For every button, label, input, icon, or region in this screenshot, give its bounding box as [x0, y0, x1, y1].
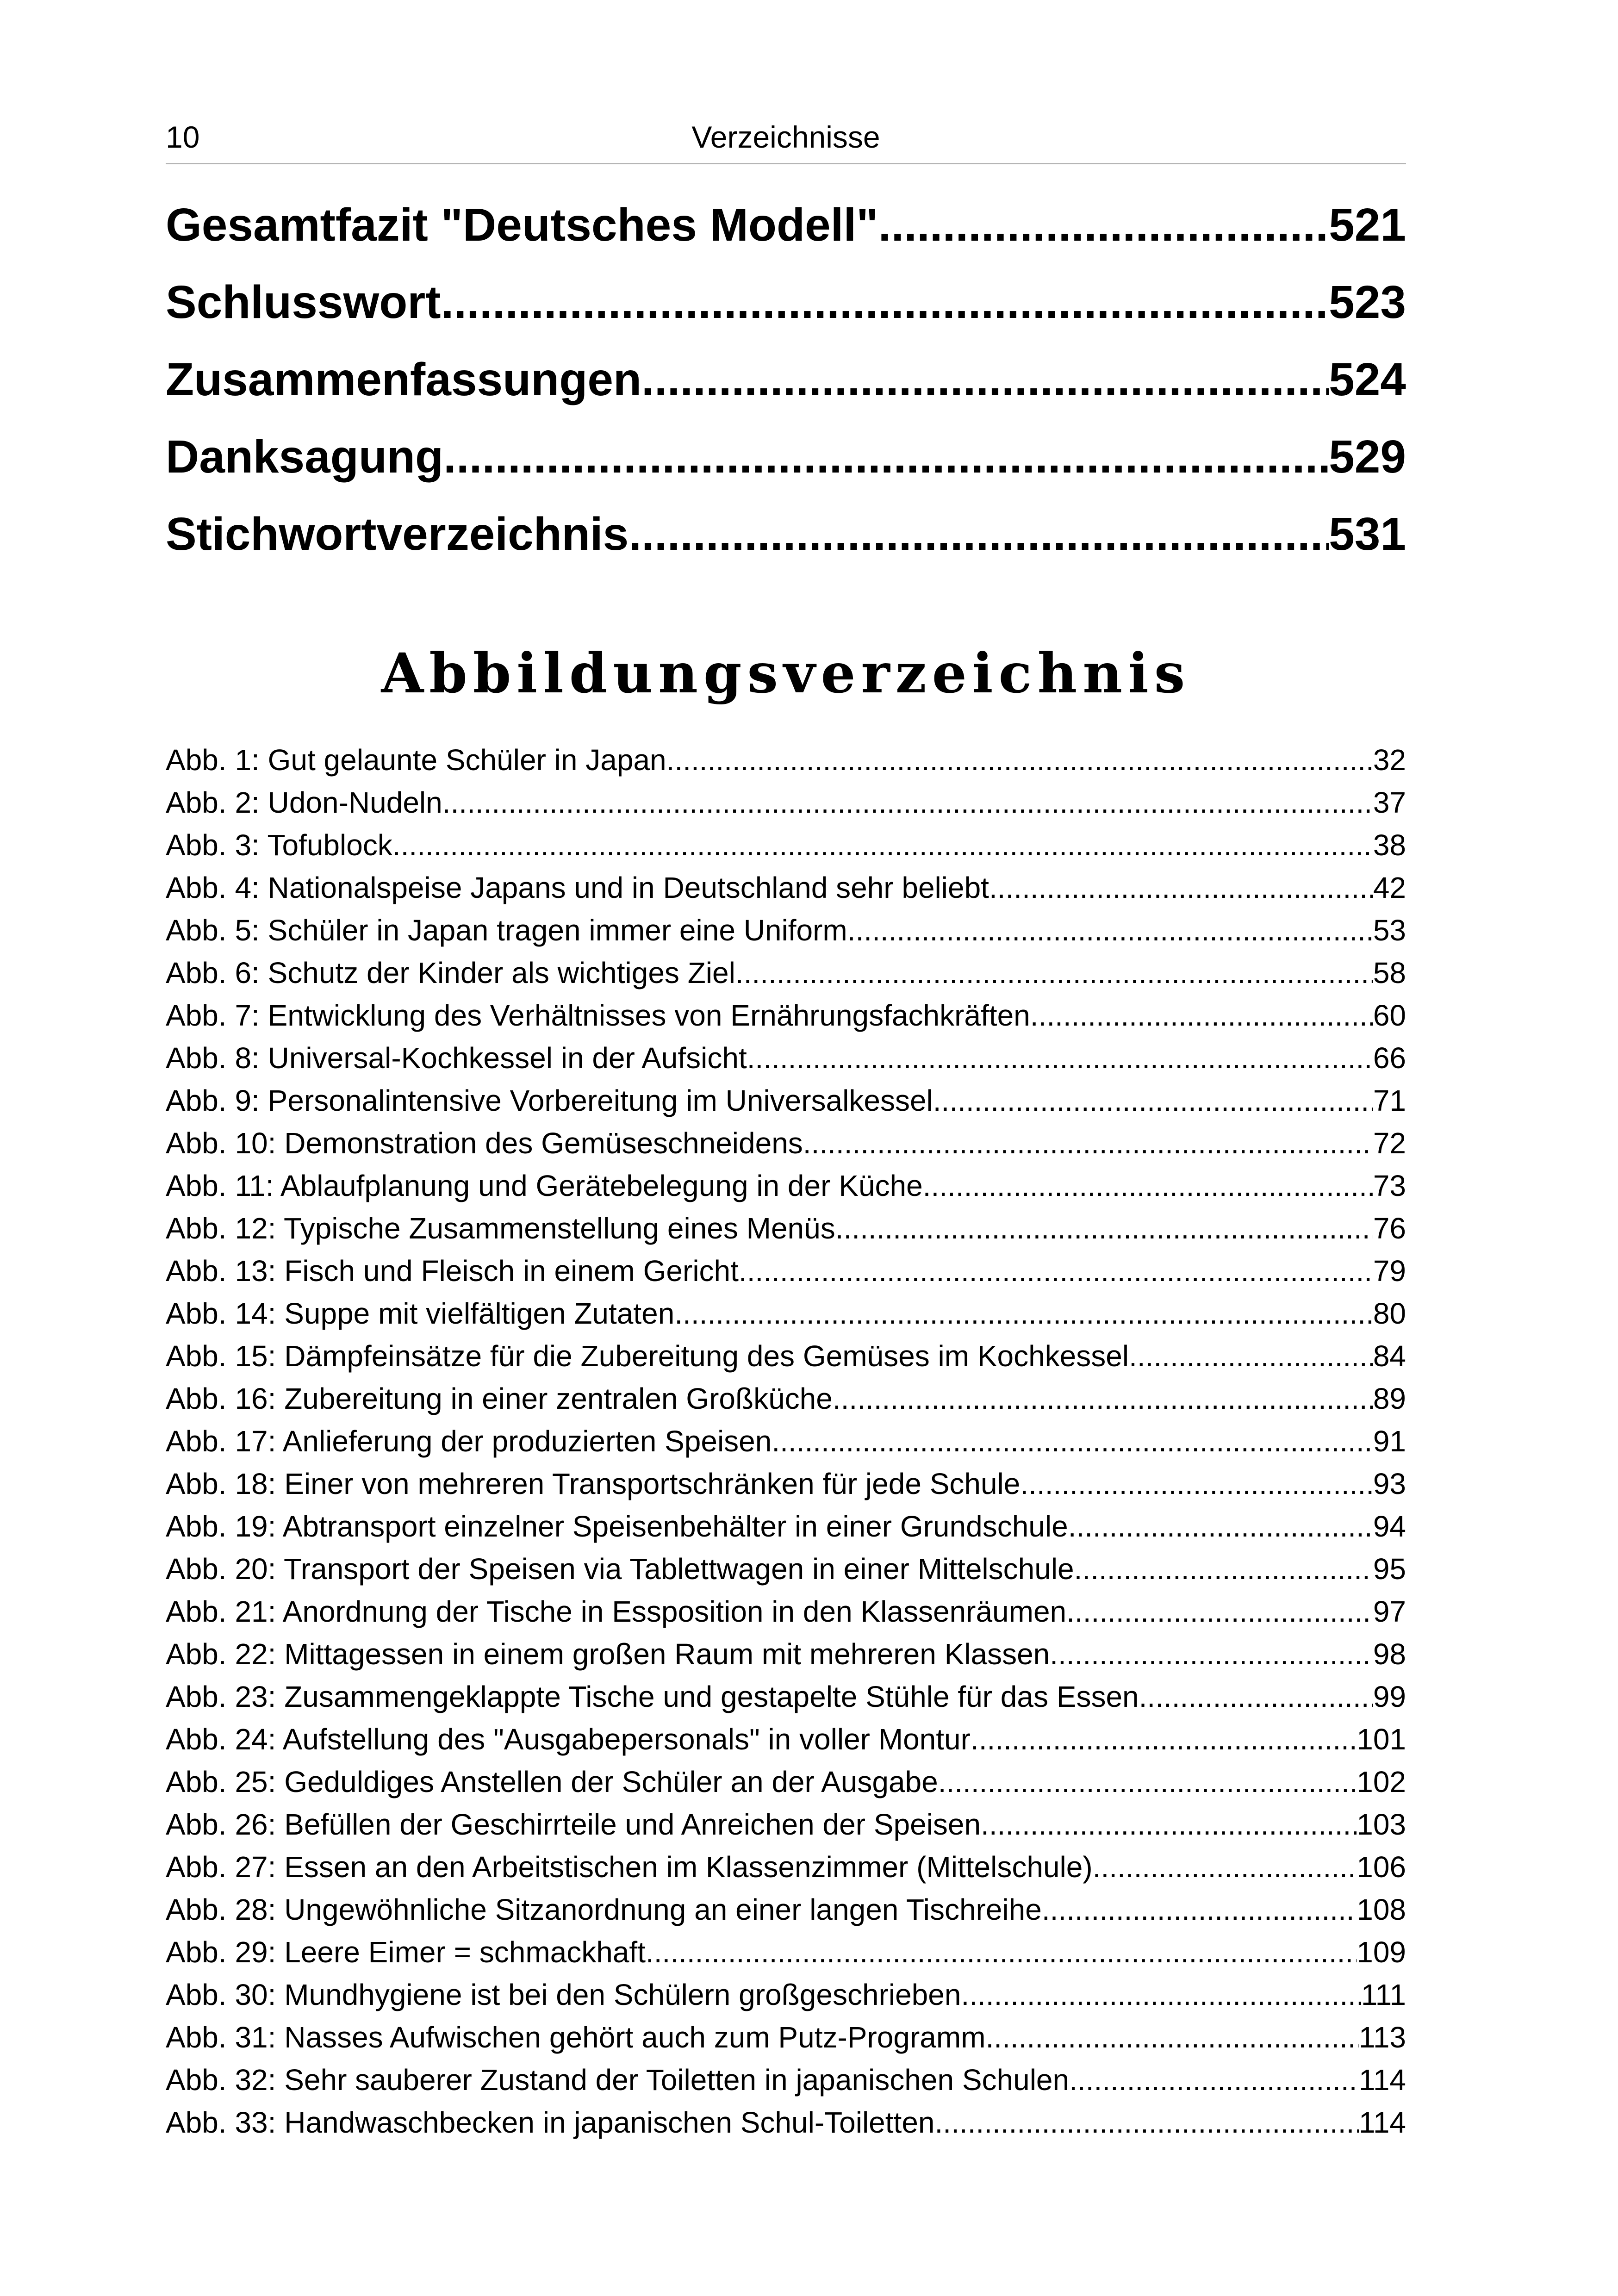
dot-leader	[1069, 2059, 1359, 2101]
dot-leader	[1093, 1846, 1357, 1888]
document-page	[166, 111, 1406, 2144]
major-entry	[166, 496, 1406, 573]
figure-entry-page: 99	[1373, 1680, 1406, 1713]
dot-leader	[1129, 1335, 1373, 1377]
figure-entry	[166, 781, 1406, 824]
figure-entry-title: Abb. 21: Anordnung der Tische in Essposition in den Klassenräumen	[166, 1595, 1067, 1628]
figure-entry-title: Abb. 27: Essen an den Arbeitstischen im Klassenzimmer (Mittelschule)	[166, 1850, 1093, 1884]
figure-entry	[166, 1164, 1406, 1207]
dot-leader	[961, 1973, 1361, 2016]
figure-entry-page: 72	[1373, 1126, 1406, 1160]
figure-entry	[166, 1761, 1406, 1803]
major-entry	[166, 418, 1406, 496]
figure-entry-title: Abb. 7: Entwicklung des Verhältnisses von Ernährungsfachkräften	[166, 999, 1030, 1032]
dot-leader	[739, 1250, 1373, 1292]
figure-entry-title: Abb. 31: Nasses Aufwischen gehört auch zum Putz-Programm	[166, 2021, 986, 2054]
major-entry-title: Gesamtfazit "Deutsches Modell"	[166, 199, 878, 251]
major-entry-page: 523	[1329, 276, 1406, 328]
major-entry-page: 531	[1329, 508, 1406, 560]
figure-entry-title: Abb. 28: Ungewöhnliche Sitzanordnung an einer langen Tischreihe	[166, 1893, 1042, 1926]
figure-entry-title: Abb. 18: Einer von mehreren Transportschränken für jede Schule	[166, 1467, 1021, 1500]
figure-entry	[166, 2059, 1406, 2101]
figure-entry	[166, 1633, 1406, 1675]
figure-list	[166, 739, 1406, 2144]
figure-entry-title: Abb. 8: Universal-Kochkessel in der Aufsicht	[166, 1041, 747, 1075]
figure-entry	[166, 1803, 1406, 1846]
figure-entry	[166, 1973, 1406, 2016]
figure-entry-title: Abb. 30: Mundhygiene ist bei den Schülern großgeschrieben	[166, 1978, 961, 2011]
major-entry-title: Danksagung	[166, 431, 444, 483]
figure-entry-title: Abb. 26: Befüllen der Geschirrteile und Anreichen der Speisen	[166, 1808, 981, 1841]
figure-entry-page: 76	[1373, 1212, 1406, 1245]
dot-leader	[392, 824, 1373, 866]
figure-entry-title: Abb. 20: Transport der Speisen via Tablettwagen in einer Mittelschule	[166, 1552, 1074, 1586]
figure-entry-page: 93	[1373, 1467, 1406, 1500]
major-entry-title: Schlusswort	[166, 276, 441, 328]
figure-entry-title: Abb. 3: Tofublock	[166, 828, 392, 862]
figure-entry-title: Abb. 16: Zubereitung in einer zentralen Großküche	[166, 1382, 833, 1415]
major-entry-page: 524	[1329, 354, 1406, 405]
figure-entry-title: Abb. 12: Typische Zusammenstellung eines Menüs	[166, 1212, 835, 1245]
figure-entry-page: 94	[1373, 1510, 1406, 1543]
dot-leader	[923, 1164, 1373, 1207]
figure-entry-page: 89	[1373, 1382, 1406, 1415]
dot-leader	[971, 1718, 1357, 1761]
figure-entry-page: 106	[1357, 1850, 1406, 1884]
figure-entry	[166, 1931, 1406, 1973]
dot-leader	[1066, 1590, 1373, 1633]
figure-entry	[166, 1420, 1406, 1462]
dot-leader	[878, 187, 1329, 264]
figure-entry	[166, 1505, 1406, 1548]
figure-entry-page: 42	[1373, 871, 1406, 904]
dot-leader	[629, 496, 1329, 573]
figure-entry-page: 32	[1373, 743, 1406, 777]
figure-entry-title: Abb. 24: Aufstellung des "Ausgabepersonals" in voller Montur	[166, 1723, 971, 1756]
figure-entry	[166, 1888, 1406, 1931]
figure-entry-title: Abb. 19: Abtransport einzelner Speisenbehälter in einer Grundschule	[166, 1510, 1068, 1543]
figure-entry	[166, 1292, 1406, 1335]
dot-leader	[935, 2101, 1359, 2144]
figure-entry-page: 108	[1357, 1893, 1406, 1926]
figure-entry	[166, 1462, 1406, 1505]
figure-entry	[166, 2101, 1406, 2144]
figure-entry-title: Abb. 9: Personalintensive Vorbereitung im Universalkessel	[166, 1084, 933, 1117]
figure-entry-page: 98	[1373, 1637, 1406, 1671]
figure-entry-title: Abb. 29: Leere Eimer = schmackhaft	[166, 1935, 646, 1969]
figure-entry	[166, 1548, 1406, 1590]
major-entry	[166, 264, 1406, 341]
figure-entry	[166, 1122, 1406, 1164]
figure-entry-page: 37	[1373, 786, 1406, 819]
figure-entry	[166, 739, 1406, 781]
major-entry-title: Zusammenfassungen	[166, 354, 642, 405]
figure-entry-page: 38	[1373, 828, 1406, 862]
figure-entry-page: 79	[1373, 1254, 1406, 1288]
figure-entry-page: 95	[1373, 1552, 1406, 1586]
figure-entry-page: 114	[1358, 2106, 1406, 2139]
figure-entry-page: 113	[1358, 2021, 1406, 2054]
figure-entry	[166, 1079, 1406, 1122]
dot-leader	[646, 1931, 1357, 1973]
figure-entry-title: Abb. 22: Mittagessen in einem großen Raum mit mehreren Klassen	[166, 1637, 1050, 1671]
dot-leader	[1068, 1505, 1373, 1548]
dot-leader	[442, 781, 1373, 824]
figure-entry	[166, 866, 1406, 909]
dot-leader	[1042, 1888, 1357, 1931]
figure-entry	[166, 824, 1406, 866]
dot-leader	[989, 866, 1373, 909]
dot-leader	[833, 1377, 1373, 1420]
figure-entry-title: Abb. 23: Zusammengeklappte Tische und gestapelte Stühle für das Essen	[166, 1680, 1139, 1713]
figure-entry-title: Abb. 25: Geduldiges Anstellen der Schüler an der Ausgabe	[166, 1765, 938, 1798]
figure-entry-page: 80	[1373, 1297, 1406, 1330]
figure-entry-title: Abb. 5: Schüler in Japan tragen immer eine Uniform	[166, 914, 847, 947]
dot-leader	[441, 264, 1329, 341]
running-header	[166, 111, 1406, 164]
figure-entry-page: 97	[1373, 1595, 1406, 1628]
figure-entry	[166, 1675, 1406, 1718]
figure-entry-title: Abb. 15: Dämpfeinsätze für die Zubereitung des Gemüses im Kochkessel	[166, 1339, 1129, 1373]
figure-entry-title: Abb. 13: Fisch und Fleisch in einem Gericht	[166, 1254, 739, 1288]
dot-leader	[938, 1761, 1357, 1803]
figure-entry-title: Abb. 2: Udon-Nudeln	[166, 786, 442, 819]
major-entry-page: 521	[1329, 199, 1406, 251]
figure-entry-page: 58	[1373, 956, 1406, 989]
dot-leader	[803, 1122, 1373, 1164]
figure-entry	[166, 994, 1406, 1037]
figure-entry	[166, 1590, 1406, 1633]
figure-entry	[166, 952, 1406, 994]
major-entries-list	[166, 187, 1406, 573]
dot-leader	[674, 1292, 1373, 1335]
dot-leader	[1030, 994, 1373, 1037]
running-title: Verzeichnisse	[691, 120, 880, 154]
figure-entry-page: 111	[1361, 1978, 1406, 2011]
major-entry-title: Stichwortverzeichnis	[166, 508, 629, 560]
figure-entry	[166, 1250, 1406, 1292]
figure-entry-title: Abb. 4: Nationalspeise Japans und in Deutschland sehr beliebt	[166, 871, 989, 904]
figure-entry-page: 109	[1357, 1935, 1406, 1969]
dot-leader	[981, 1803, 1357, 1846]
figure-entry-page: 84	[1373, 1339, 1406, 1373]
figure-entry	[166, 1335, 1406, 1377]
figure-entry-page: 60	[1373, 999, 1406, 1032]
figure-entry-title: Abb. 32: Sehr sauberer Zustand der Toiletten in japanischen Schulen	[166, 2063, 1070, 2097]
dot-leader	[443, 418, 1329, 496]
figure-entry-title: Abb. 17: Anlieferung der produzierten Speisen	[166, 1425, 772, 1458]
dot-leader	[847, 909, 1373, 952]
figure-entry-page: 101	[1357, 1723, 1406, 1756]
dot-leader	[735, 952, 1373, 994]
figure-entry-page: 53	[1373, 914, 1406, 947]
dot-leader	[1050, 1633, 1373, 1675]
figure-entry	[166, 1718, 1406, 1761]
figure-entry	[166, 1207, 1406, 1250]
dot-leader	[835, 1207, 1373, 1250]
dot-leader	[1020, 1462, 1373, 1505]
figure-entry-title: Abb. 11: Ablaufplanung und Gerätebelegung in der Küche	[166, 1169, 923, 1202]
figure-entry-title: Abb. 1: Gut gelaunte Schüler in Japan	[166, 743, 666, 777]
figure-entry-page: 66	[1373, 1041, 1406, 1075]
section-heading: Abbildungsverzeichnis	[381, 641, 1191, 705]
figure-entry-page: 71	[1373, 1084, 1406, 1117]
major-entry-page: 529	[1329, 431, 1406, 483]
dot-leader	[933, 1079, 1373, 1122]
figure-entry-page: 114	[1358, 2063, 1406, 2097]
figure-entry	[166, 1377, 1406, 1420]
figure-entry-page: 91	[1373, 1425, 1406, 1458]
figure-entry	[166, 909, 1406, 952]
figure-entry-page: 103	[1357, 1808, 1406, 1841]
figure-entry-page: 73	[1373, 1169, 1406, 1202]
page-number: 10	[166, 120, 200, 154]
figure-entry-title: Abb. 14: Suppe mit vielfältigen Zutaten	[166, 1297, 675, 1330]
figure-entry-title: Abb. 10: Demonstration des Gemüseschneidens	[166, 1126, 803, 1160]
dot-leader	[1139, 1675, 1373, 1718]
figure-entry-title: Abb. 6: Schutz der Kinder als wichtiges Ziel	[166, 956, 735, 989]
dot-leader	[666, 739, 1373, 781]
dot-leader	[986, 2016, 1359, 2059]
figure-entry-title: Abb. 33: Handwaschbecken in japanischen Schul-Toiletten	[166, 2106, 935, 2139]
figure-entry-page: 102	[1357, 1765, 1406, 1798]
dot-leader	[1074, 1548, 1373, 1590]
major-entry	[166, 341, 1406, 418]
dot-leader	[772, 1420, 1373, 1462]
figure-entry	[166, 1037, 1406, 1079]
figure-entry	[166, 2016, 1406, 2059]
dot-leader	[747, 1037, 1373, 1079]
major-entry	[166, 187, 1406, 264]
figure-entry	[166, 1846, 1406, 1888]
dot-leader	[641, 341, 1329, 418]
